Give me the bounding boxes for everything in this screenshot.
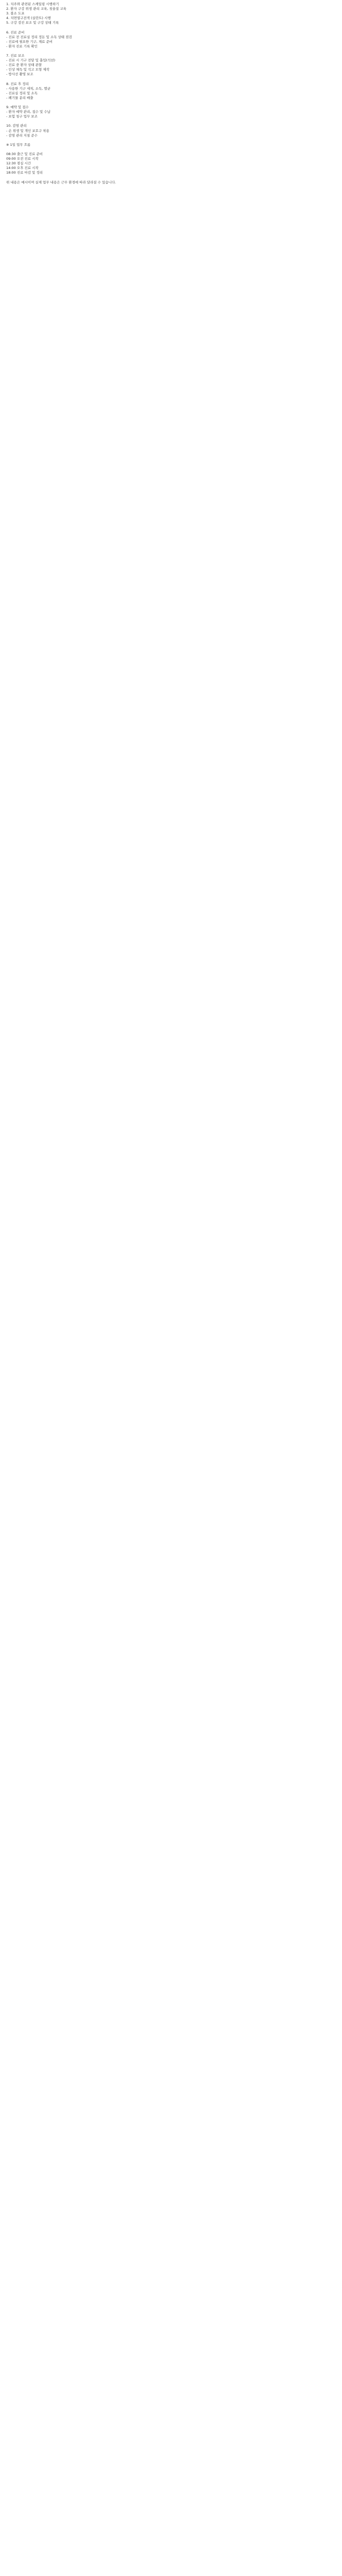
doc-line: - 진료 시 기구 전달 및 흡입(석션) xyxy=(6,58,56,63)
doc-line xyxy=(6,25,336,30)
document-body xyxy=(0,0,342,189)
doc-line: - 진료 전 진료실 정리 정돈 및 소독 상태 점검 xyxy=(6,35,72,39)
doc-line: 12:30 점심 시간 xyxy=(6,161,31,166)
doc-line: - 환자 예약 관리, 접수 및 수납 xyxy=(6,110,50,114)
doc-line: - 손 위생 및 개인 보호구 착용 xyxy=(6,128,49,133)
doc-line: - 진료에 필요한 기구, 재료 준비 xyxy=(6,39,53,44)
doc-line: - 폐기물 분리 배출 xyxy=(6,95,33,100)
doc-line xyxy=(6,175,336,180)
doc-line: 10. 감염 관리 xyxy=(6,124,27,128)
doc-line: 1. 치주와 관련된 스케일링 시행하기 xyxy=(6,2,59,6)
doc-line: 8. 진료 후 정리 xyxy=(6,81,29,86)
doc-line: 3. 불소 도포 xyxy=(6,11,25,16)
doc-line: - 진료실 정리 및 소독 xyxy=(6,91,38,95)
doc-line xyxy=(6,100,336,105)
doc-line: 9. 예약 및 접수 xyxy=(6,105,29,110)
doc-line: - 사용한 기구 세척, 소독, 멸균 xyxy=(6,86,50,91)
doc-line: 4. 치면열구전색 (실란트) 시행 xyxy=(6,16,51,21)
doc-line: 14:00 오후 진료 시작 xyxy=(6,166,39,171)
doc-line: - 환자 진료 기록 확인 xyxy=(6,44,38,48)
doc-line: 18:00 진료 마감 및 정리 xyxy=(6,171,43,175)
doc-line: - 인상 채득 및 석고 모형 제작 xyxy=(6,67,49,72)
doc-line: 09:00 오전 진료 시작 xyxy=(6,157,39,161)
doc-line: 위 내용은 예시이며 실제 업무 내용은 근무 환경에 따라 달라질 수 있습니다. xyxy=(6,180,116,184)
doc-line: - 보험 청구 업무 보조 xyxy=(6,114,38,119)
doc-line xyxy=(6,138,336,143)
doc-line: 6. 진료 준비 xyxy=(6,30,25,35)
doc-line: - 방사선 촬영 보조 xyxy=(6,72,33,77)
doc-line xyxy=(6,77,336,82)
doc-line: ※ 1일 업무 흐름 xyxy=(6,142,31,147)
doc-line: 7. 진료 보조 xyxy=(6,54,25,58)
doc-line: - 진료 중 환자 상태 관찰 xyxy=(6,63,42,67)
doc-line xyxy=(6,147,336,152)
doc-line: 08:30 출근 및 진료 준비 xyxy=(6,152,43,156)
doc-line: - 감염 관리 지침 준수 xyxy=(6,133,38,138)
doc-line xyxy=(6,49,336,54)
doc-line: 5. 구강 검진 보조 및 구강 상태 기록 xyxy=(6,21,59,25)
doc-line: 2. 환자 구강 위생 관리 교육, 칫솔질 교육 xyxy=(6,7,66,11)
doc-line xyxy=(6,119,336,124)
